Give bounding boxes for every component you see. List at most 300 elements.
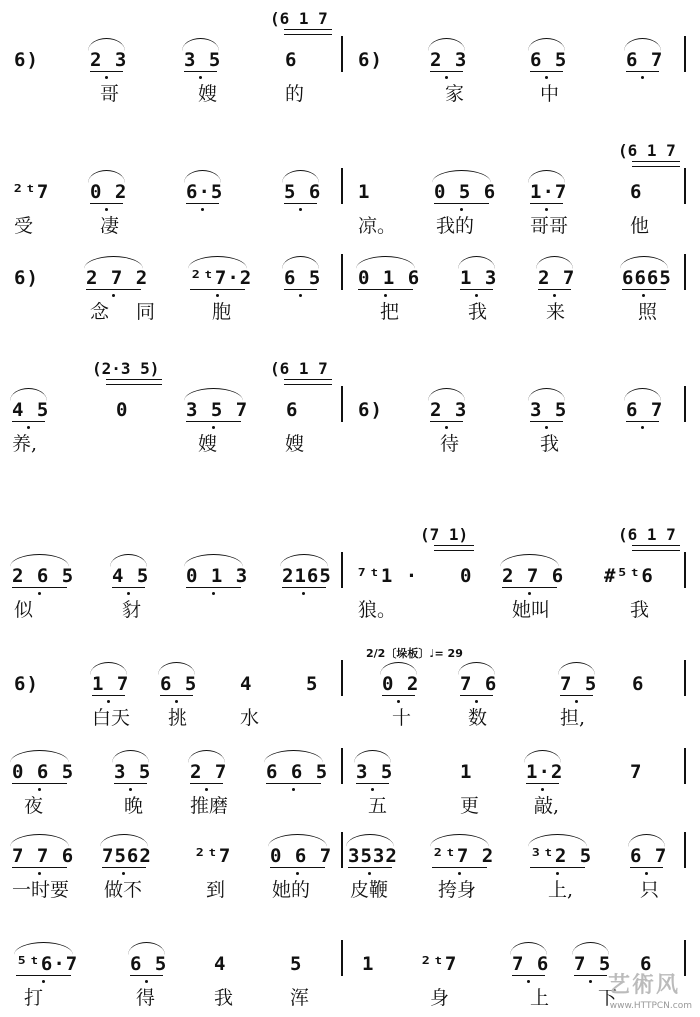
octave-dot [212,592,215,595]
octave-dot [371,788,374,791]
octave-dot [458,872,461,875]
slur-arc [88,170,125,183]
instrumental-phrase: (6 1 7 [270,9,328,28]
note-beam [12,587,67,588]
slur-arc [282,170,319,183]
slur-arc [428,38,465,51]
slur-arc [184,554,243,567]
instrumental-phrase: (6 1 7 [618,141,676,160]
note-beam [574,975,607,976]
note-beam [626,71,659,72]
note-beam [430,421,463,422]
note-group: 6) [358,399,383,421]
octave-dot [27,426,30,429]
note-group: ²ᵗ7 [12,181,50,203]
slur-arc [264,750,323,763]
note-group: 6665 [622,267,672,289]
slur-arc [128,942,165,955]
note-beam [530,867,585,868]
note-group: 2 7 2 [86,267,149,289]
note-group: 2165 [282,565,332,587]
slur-arc [628,834,665,847]
octave-dot [368,872,371,875]
slur-arc [524,750,561,763]
lyric-text: 嫂 [285,433,305,455]
slur-arc [354,750,391,763]
note-beam [186,421,241,422]
note-group: 4 [240,673,253,695]
octave-dot [129,788,132,791]
octave-dot [105,76,108,79]
octave-dot [296,872,299,875]
slur-arc [282,256,319,269]
octave-dot [105,208,108,211]
slur-arc [432,170,491,183]
note-group: ²ᵗ7·2 [190,267,253,289]
slur-arc [458,662,495,675]
slur-arc [558,662,595,675]
note-beam [560,695,593,696]
note-beam [16,975,71,976]
lyric-text: 上 [530,987,550,1009]
lyric-text: 下 [598,987,618,1009]
slur-arc [88,38,125,51]
slur-arc [10,388,47,401]
slur-arc [528,834,587,847]
slur-arc [110,554,147,567]
octave-dot [475,700,478,703]
lyric-text: 挑 [168,707,188,729]
note-group: 6) [14,267,39,289]
note-group: 5 [306,673,319,695]
slur-arc [572,942,609,955]
note-group: 6) [14,49,39,71]
barline [684,36,686,72]
note-beam [434,203,489,204]
lyric-text: 把 [380,301,400,323]
instrumental-phrase: (6 1 7 [270,359,328,378]
phrase-underline [632,545,680,551]
lyric-text: 哥 [100,83,120,105]
note-group: 1·7 [530,181,568,203]
barline [684,168,686,204]
lyric-text: 白天 [92,707,131,729]
note-beam [186,203,219,204]
note-beam [348,867,392,868]
lyric-text: 推磨 [190,795,229,817]
note-group: 4 [214,953,227,975]
note-group: 0 6 7 [270,845,333,867]
note-beam [190,289,245,290]
note-group: 1 [362,953,375,975]
lyric-text: 我 [214,987,234,1009]
slur-arc [500,554,559,567]
phrase-underline [632,161,680,167]
lyric-text: 更 [460,795,480,817]
watermark-logo: 艺術风 [607,973,680,998]
note-group: 4 5 [112,565,150,587]
slur-arc [280,554,328,567]
barline [341,168,343,204]
note-group: 6 [630,181,643,203]
note-group: 6) [14,673,39,695]
note-group: 3 5 [114,761,152,783]
lyric-text: 皮鞭 [350,879,389,901]
slur-arc [10,834,69,847]
note-beam [284,203,317,204]
note-group: 7 6 [460,673,498,695]
note-beam [626,421,659,422]
note-group: 0 2 [382,673,420,695]
note-beam [432,867,487,868]
octave-dot [216,294,219,297]
octave-dot [475,294,478,297]
note-group: ⁵ᵗ6·7 [16,953,79,975]
note-beam [460,289,493,290]
tempo-marking: 2/2〔垛板〕♩= 29 [366,647,463,660]
note-group: 7 7 6 [12,845,75,867]
note-group: 6 [632,673,645,695]
slur-arc [84,256,143,269]
note-group: 6 [640,953,653,975]
note-group: 2 7 [190,761,228,783]
note-group: 6 [285,49,298,71]
instrumental-phrase: (6 1 7 [618,525,676,544]
lyric-text: 来 [546,301,566,323]
barline [684,940,686,976]
lyric-text: 水 [240,707,260,729]
slur-arc [10,554,69,567]
note-group: 0 2 [90,181,128,203]
lyric-text: 上, [548,879,574,901]
lyric-text: 我 [630,599,650,621]
octave-dot [212,426,215,429]
barline [341,660,343,696]
note-group: 5 [290,953,303,975]
phrase-underline [106,379,162,385]
slur-arc [346,834,394,847]
slur-arc [528,170,565,183]
note-group: 0 [116,399,129,421]
slur-arc [112,750,149,763]
slur-arc [100,834,148,847]
slur-arc [182,38,219,51]
note-group: 1·2 [526,761,564,783]
octave-dot [545,426,548,429]
octave-dot [575,700,578,703]
note-beam [530,71,563,72]
note-group: ²ᵗ7 2 [432,845,495,867]
slur-arc [356,256,415,269]
note-beam [538,289,571,290]
note-group: 0 6 5 [12,761,75,783]
note-beam [112,587,145,588]
note-group: 3 5 [184,49,222,71]
note-group: 2 3 [430,49,468,71]
lyric-text: 十 [392,707,412,729]
note-group: 3 5 [530,399,568,421]
note-beam [526,783,559,784]
lyric-text: 家 [445,83,465,105]
barline [684,386,686,422]
barline [684,832,686,868]
note-group: 6 7 [630,845,668,867]
note-group: 1 7 [92,673,130,695]
octave-dot [107,700,110,703]
barline [684,748,686,784]
octave-dot [302,592,305,595]
slur-arc [624,388,661,401]
slur-arc [14,942,73,955]
note-beam [502,587,557,588]
note-beam [12,783,67,784]
octave-dot [445,76,448,79]
lyric-text: 似 [14,599,34,621]
octave-dot [527,980,530,983]
barline [341,748,343,784]
octave-dot [645,872,648,875]
octave-dot [528,592,531,595]
note-group: 6 [286,399,299,421]
lyric-text: 我 [468,301,488,323]
lyric-text: 中 [540,83,560,105]
octave-dot [460,208,463,211]
note-beam [282,587,326,588]
lyric-text: 受 [14,215,34,237]
lyric-text: 同 [136,301,156,323]
note-group: 1 3 [460,267,498,289]
barline [341,254,343,290]
lyric-text: 她的 [272,879,311,901]
note-group: 0 5 6 [434,181,497,203]
lyric-text: 嫂 [198,433,218,455]
note-beam [160,695,193,696]
note-group: 1 [358,181,371,203]
slur-arc [428,388,465,401]
note-beam [358,289,413,290]
note-group: 6·5 [186,181,224,203]
note-beam [86,289,141,290]
note-group: 0 1 6 [358,267,421,289]
slur-arc [510,942,547,955]
note-group: 7562 [102,845,152,867]
note-beam [12,867,67,868]
lyric-text: 五 [368,795,388,817]
lyric-text: 豺 [122,599,142,621]
octave-dot [642,294,645,297]
lyric-text: 他 [630,215,650,237]
note-group: 5 6 [284,181,322,203]
slur-arc [188,750,225,763]
lyric-text: 养, [12,433,38,455]
octave-dot [397,700,400,703]
barline [684,552,686,588]
note-beam [284,289,317,290]
phrase-underline [284,29,332,35]
barline [341,36,343,72]
octave-dot [292,788,295,791]
octave-dot [556,872,559,875]
note-group: 0 [460,565,473,587]
barline [341,832,343,868]
note-beam [460,695,493,696]
phrase-underline [284,379,332,385]
barline [341,940,343,976]
octave-dot [589,980,592,983]
lyric-text: 我 [540,433,560,455]
lyric-text: 的 [285,83,305,105]
watermark-url: www.HTTPCN.com [609,1001,692,1011]
slur-arc [184,388,243,401]
note-group: 2 3 [90,49,128,71]
lyric-text: 打 [24,987,44,1009]
note-group: 6 7 [626,399,664,421]
octave-dot [112,294,115,297]
note-beam [130,975,163,976]
lyric-text: 到 [206,879,226,901]
slur-arc [90,662,127,675]
note-group: ²ᵗ7 [420,953,458,975]
octave-dot [175,700,178,703]
octave-dot [122,872,125,875]
note-group: 7 6 [512,953,550,975]
octave-dot [145,980,148,983]
lyric-text: 她叫 [512,599,551,621]
octave-dot [201,208,204,211]
octave-dot [445,426,448,429]
note-group: 3532 [348,845,398,867]
barline [341,386,343,422]
octave-dot [545,208,548,211]
note-beam [114,783,147,784]
note-beam [186,587,241,588]
note-beam [430,71,463,72]
note-beam [622,289,666,290]
note-group: 7 5 [560,673,598,695]
lyric-text: 得 [136,987,156,1009]
slur-arc [528,388,565,401]
note-group: ⁷ᵗ1 · [356,565,419,587]
lyric-text: 夜 [24,795,44,817]
octave-dot [38,872,41,875]
instrumental-phrase: (7 1) [420,525,469,544]
note-group: ³ᵗ2 5 [530,845,593,867]
note-group: 7 [630,761,643,783]
note-group: 6 5 [284,267,322,289]
barline [684,254,686,290]
slur-arc [430,834,489,847]
lyric-text: 狼。 [358,599,397,621]
note-beam [382,695,415,696]
octave-dot [205,788,208,791]
octave-dot [38,788,41,791]
note-beam [184,71,217,72]
slur-arc [536,256,573,269]
lyric-text: 待 [440,433,460,455]
lyric-text: 做不 [104,879,143,901]
note-beam [102,867,146,868]
lyric-text: 照 [638,301,658,323]
barline [684,660,686,696]
note-group: 7 5 [574,953,612,975]
note-group: 6 7 [626,49,664,71]
slur-arc [188,256,247,269]
note-group: 3 5 [356,761,394,783]
slur-arc [380,662,417,675]
octave-dot [641,76,644,79]
lyric-text: 身 [430,987,450,1009]
slur-arc [624,38,661,51]
note-beam [530,421,563,422]
note-beam [12,421,45,422]
octave-dot [127,592,130,595]
octave-dot [38,592,41,595]
lyric-text: 哥哥 [530,215,569,237]
note-beam [92,695,125,696]
lyric-text: 数 [468,707,488,729]
slur-arc [268,834,327,847]
note-group: 6 5 [530,49,568,71]
note-group: 2 6 5 [12,565,75,587]
instrumental-phrase: (2·3 5) [92,359,160,378]
note-beam [90,203,123,204]
note-beam [530,203,563,204]
note-beam [266,783,321,784]
slur-arc [458,256,495,269]
note-group: 2 3 [430,399,468,421]
note-beam [512,975,545,976]
octave-dot [299,208,302,211]
slur-arc [528,38,565,51]
lyric-text: 晚 [124,795,144,817]
lyric-text: 胞 [212,301,232,323]
lyric-text: 敲, [534,795,560,817]
octave-dot [545,76,548,79]
note-beam [630,867,663,868]
lyric-text: 凄 [100,215,120,237]
octave-dot [384,294,387,297]
lyric-text: 挎身 [438,879,477,901]
note-beam [270,867,325,868]
lyric-text: 浑 [290,987,310,1009]
octave-dot [42,980,45,983]
lyric-text: 念 [90,301,110,323]
note-group: 6 5 [130,953,168,975]
note-beam [90,71,123,72]
note-group: 6) [358,49,383,71]
lyric-text: 凉。 [358,215,397,237]
lyric-text: 担, [560,707,586,729]
slur-arc [184,170,221,183]
octave-dot [541,788,544,791]
slur-arc [620,256,668,269]
lyric-text: 嫂 [198,83,218,105]
note-group: 4 5 [12,399,50,421]
note-group: 2 7 6 [502,565,565,587]
octave-dot [553,294,556,297]
note-group: 6 5 [160,673,198,695]
note-group: ²ᵗ7 [194,845,232,867]
note-group: 6 6 5 [266,761,329,783]
note-group: 1 [460,761,473,783]
barline [341,552,343,588]
note-group: 3 5 7 [186,399,249,421]
octave-dot [199,76,202,79]
lyric-text: 我的 [436,215,475,237]
lyric-text: 只 [640,879,660,901]
slur-arc [158,662,195,675]
phrase-underline [434,545,474,551]
